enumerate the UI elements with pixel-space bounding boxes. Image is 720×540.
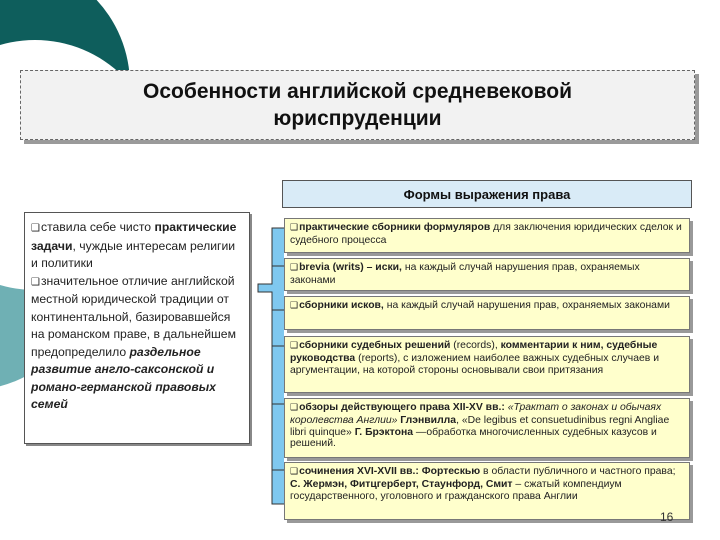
left-bullet-2: ❑значительное отличие английской местной юридической традиции от континентальной, базировавшейся на романском праве, в дальнейшем предопределило раздельное развитие англо-саксонской и романо-германской правовых семей bbox=[31, 273, 236, 411]
characteristics-box bbox=[24, 212, 250, 444]
checkbox-bullet-icon: ❑ bbox=[290, 341, 299, 351]
legal-form-item-6: ❑сочинения XVI-XVII вв.: Фортескью в области публичного и частного права; С. Жермэн, Фитцгерберт, Стаунфорд, Смит – сжатый компендиум государственного, уголовного и гражданского права Англии bbox=[284, 462, 690, 520]
legal-form-item-3: ❑сборники исков, на каждый случай нарушения прав, охраняемых законами bbox=[284, 296, 690, 330]
legal-form-item-1: ❑практические сборники формуляров для заключения юридических сделок и судебного процесса bbox=[284, 218, 690, 253]
checkbox-bullet-icon: ❑ bbox=[290, 223, 299, 233]
checkbox-bullet-icon: ❑ bbox=[290, 403, 299, 413]
checkbox-bullet-icon: ❑ bbox=[31, 276, 40, 288]
title-box bbox=[20, 70, 695, 140]
legal-form-item-2: ❑brevia (writs) – иски, на каждый случай нарушения прав, охраняемых законами bbox=[284, 258, 690, 291]
bracket-connector bbox=[250, 226, 286, 506]
left-bullet-1: ❑ставила себе чисто практические задачи, чуждые интересам религии и политики bbox=[31, 220, 237, 270]
checkbox-bullet-icon: ❑ bbox=[290, 467, 299, 477]
checkbox-bullet-icon: ❑ bbox=[290, 263, 299, 273]
slide-title: Особенности английской средневековой юриспруденции bbox=[143, 80, 572, 130]
page-number: 16 bbox=[660, 510, 674, 524]
legal-form-item-5: ❑обзоры действующего права XII-XV вв.: «Трактат о законах и обычаях королевства Англии» Глэнвилла, «De legibus et consuetudinibus regni Angliae libri quinque» Г. Брэктона —обработка многочисленных судебных казусов и решений. bbox=[284, 398, 690, 458]
legal-form-item-4: ❑сборники судебных решений (records), комментарии к ним, судебные руководства (reports), с изложением наиболее важных судебных случаев и аргументации, на которой стороны основывали свои притязания bbox=[284, 336, 690, 393]
checkbox-bullet-icon: ❑ bbox=[31, 223, 40, 234]
forms-header: Формы выражения права bbox=[282, 180, 692, 208]
checkbox-bullet-icon: ❑ bbox=[290, 301, 299, 311]
